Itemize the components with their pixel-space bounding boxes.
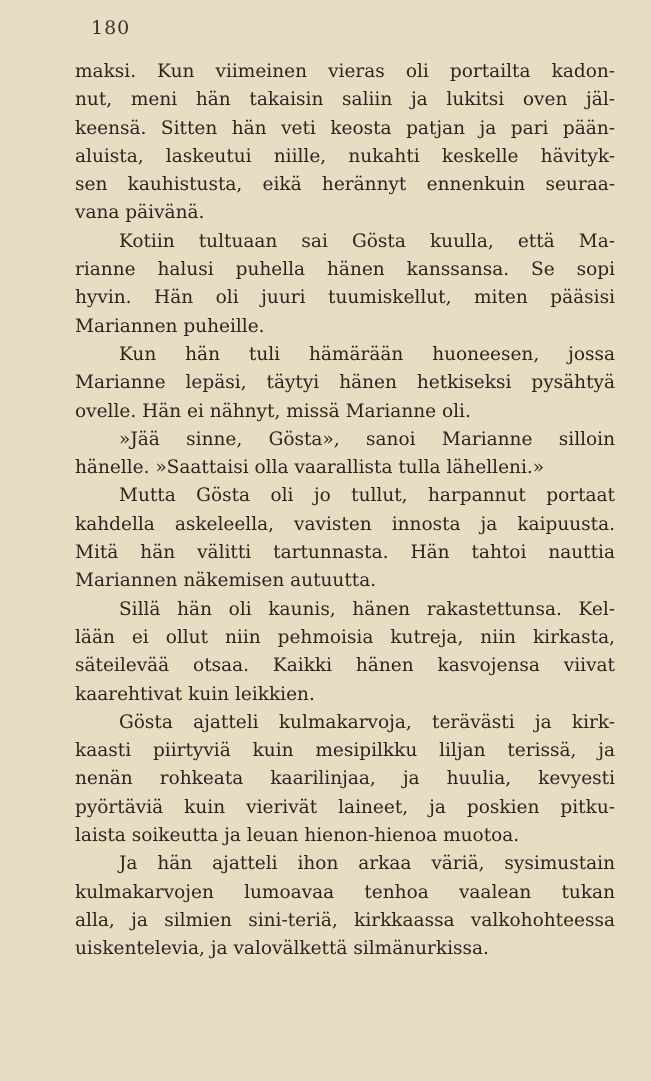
text-line: kulmakarvojen lumoavaa tenhoa vaalean tukan	[75, 881, 615, 903]
text-line: Mariannen näkemisen autuutta.	[75, 570, 377, 592]
body-text	[75, 58, 615, 964]
text-line: säteilevää otsaa. Kaikki hänen kasvojensa viivat	[75, 655, 615, 677]
text-line: »Jää sinne, Gösta», sanoi Marianne silloin	[119, 428, 615, 450]
text-line: kahdella askeleella, vavisten innosta ja kaipuusta.	[75, 513, 615, 535]
text-line: hyvin. Hän oli juuri tuumiskellut, miten pääsisi	[75, 287, 615, 309]
text-line: keensä. Sitten hän veti keosta patjan ja pari pään-	[75, 117, 615, 139]
text-line: vana päivänä.	[75, 202, 205, 224]
text-line: uiskentelevia, ja valovälkettä silmänurkissa.	[75, 938, 489, 960]
text-line: kaasti piirtyviä kuin mesipilkku liljan terissä, ja	[75, 740, 615, 762]
text-line: hänelle. »Saattaisi olla vaarallista tulla lähelleni.»	[75, 457, 545, 479]
text-line: Mariannen puheille.	[75, 315, 265, 337]
text-line: kaarehtivat kuin leikkien.	[75, 683, 315, 705]
text-line: Kotiin tultuaan sai Gösta kuulla, että Ma-	[119, 230, 615, 252]
text-line: Mitä hän välitti tartunnasta. Hän tahtoi nauttia	[75, 542, 615, 564]
text-line: maksi. Kun viimeinen vieras oli portailta kadon-	[75, 61, 615, 82]
text-line: Sillä hän oli kaunis, hänen rakastettunsa. Kel-	[119, 598, 615, 620]
text-line: pyörtäviä kuin vierivät laineet, ja poskien pitku-	[75, 796, 615, 818]
text-line: nenän rohkeata kaarilinjaa, ja huulia, kevyesti	[75, 768, 615, 790]
text-line: lään ei ollut niin pehmoisia kutreja, niin kirkasta,	[75, 626, 615, 648]
text-line: ovelle. Hän ei nähnyt, missä Marianne oli.	[75, 400, 471, 422]
text-line: rianne halusi puhella hänen kanssansa. Se sopi	[75, 259, 615, 281]
text-line: Kun hän tuli hämärään huoneesen, jossa	[119, 343, 615, 365]
text-line: alla, ja silmien sini-teriä, kirkkaassa valkohohteessa	[75, 909, 615, 931]
page-number: 180	[91, 17, 131, 39]
text-line: Mutta Gösta oli jo tullut, harpannut portaat	[119, 485, 615, 507]
text-line: aluista, laskeutui niille, nukahti keskelle hävityk-	[75, 145, 615, 167]
text-line: sen kauhistusta, eikä herännyt ennenkuin seuraa-	[75, 174, 615, 196]
text-line: Gösta ajatteli kulmakarvoja, terävästi ja kirk-	[119, 711, 615, 733]
text-line: laista soikeutta ja leuan hienon-hienoa muotoa.	[75, 825, 520, 847]
text-line: nut, meni hän takaisin saliin ja lukitsi oven jäl-	[75, 89, 615, 111]
text-line: Ja hän ajatteli ihon arkaa väriä, sysimustain	[119, 853, 615, 875]
text-line: Marianne lepäsi, täytyi hänen hetkiseksi pysähtyä	[75, 372, 615, 394]
